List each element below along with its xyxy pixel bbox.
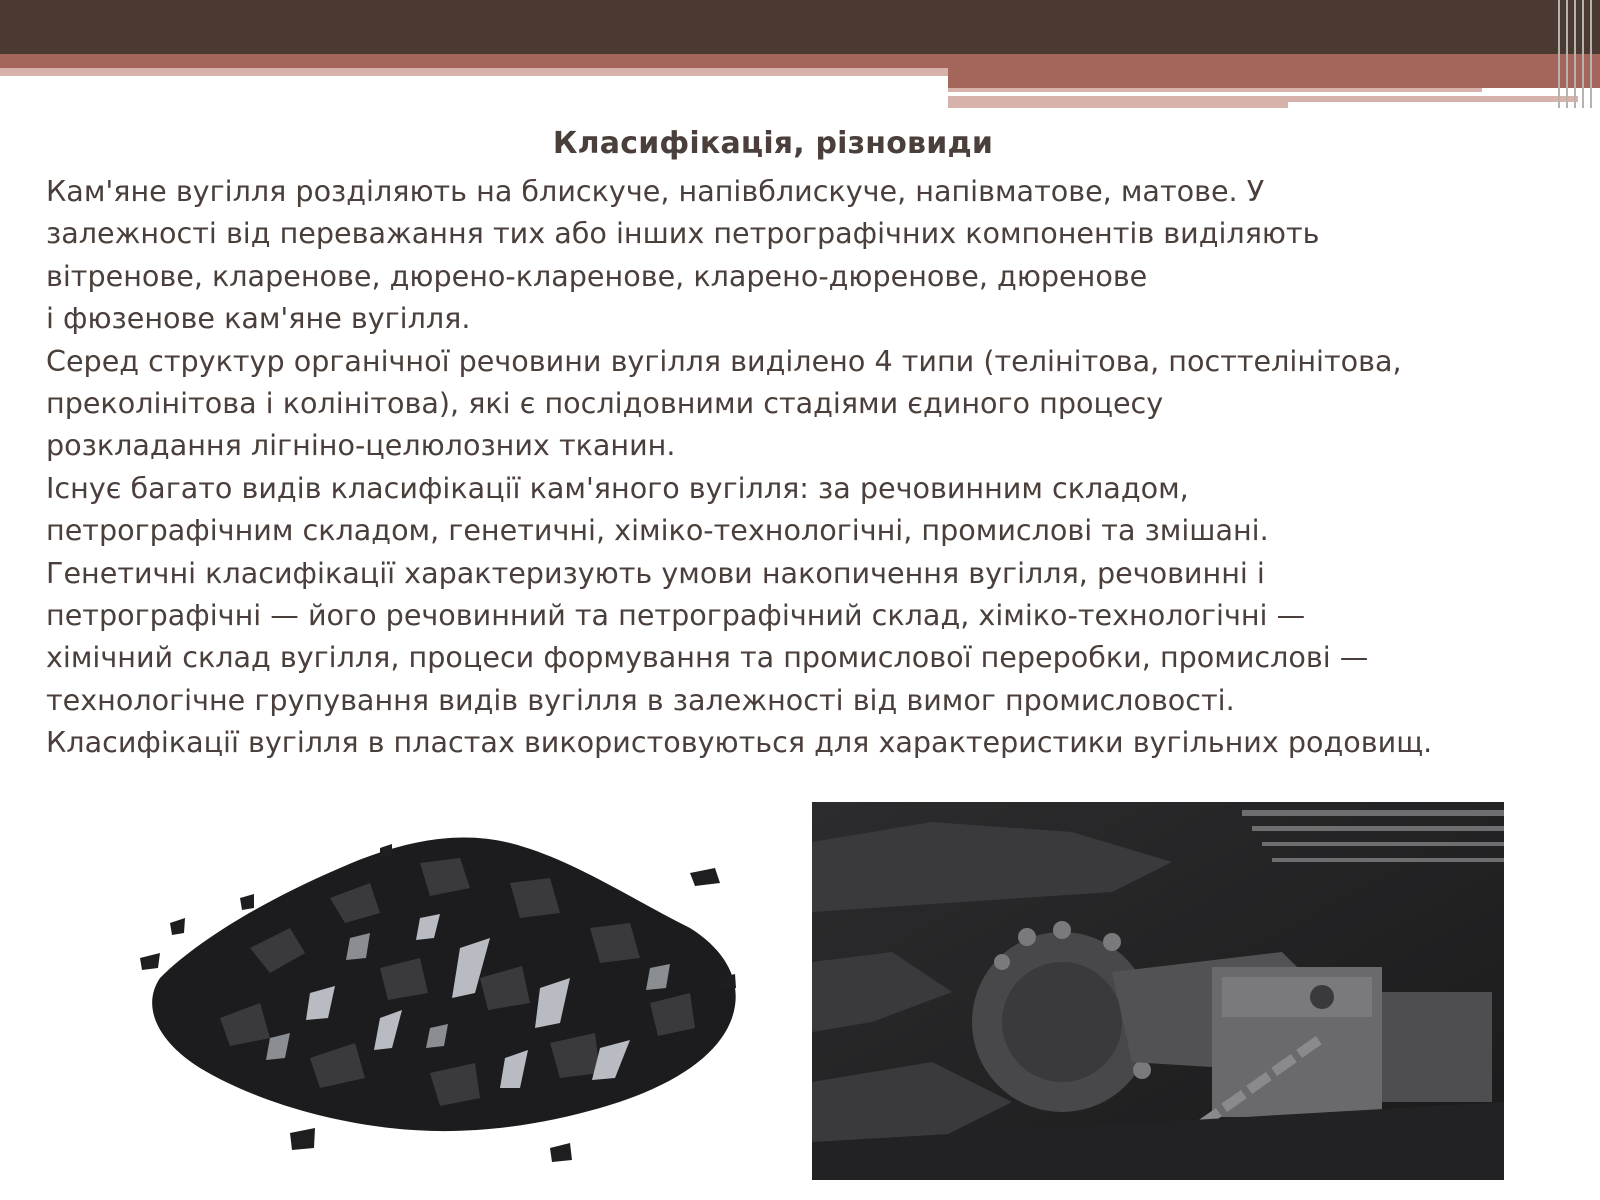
- coal-mine-shearer-image: [812, 802, 1504, 1180]
- body-line: вітренове, кларенове, дюрено-кларенове, кларено-дюренове, дюренове: [46, 258, 1148, 293]
- body-line: петрографічним складом, генетичні, хіміко-технологічні, промислові та змішані.: [46, 513, 1269, 548]
- slide-title: Класифікація, різновиди: [552, 126, 994, 161]
- body-line: петрографічні — його речовинний та петрографічний склад, хіміко-технологічні —: [46, 598, 1306, 633]
- header-band-rose-thin: [1288, 96, 1578, 102]
- body-line: розкладання лігніно-целюлозних тканин.: [46, 428, 676, 463]
- body-line: Кам'яне вугілля розділяють на блискуче, напівблискуче, напівматове, матове. У: [46, 174, 1265, 208]
- header-band-rose-step: [948, 96, 1288, 108]
- header-corner-lines: [1554, 0, 1600, 108]
- header-band-rust-right: [948, 68, 1600, 88]
- body-line: і фюзенове кам'яне вугілля.: [46, 301, 471, 336]
- body-line: Генетичні класифікації характеризують умови накопичення вугілля, речовинні і: [46, 555, 1265, 590]
- header-band-rust: [0, 54, 1600, 68]
- coal-pile-image: [130, 788, 750, 1178]
- body-line: Серед структур органічної речовини вугілля виділено 4 типи (телінітова, посттелінітова,: [46, 343, 1402, 378]
- header-band-rose-right: [948, 88, 1482, 92]
- slide-body-text: [46, 170, 1586, 764]
- body-line: хімічний склад вугілля, процеси формування та промислової переробки, промислові —: [46, 640, 1369, 675]
- body-line: технологічне групування видів вугілля в залежності від вимог промисловості.: [46, 682, 1235, 717]
- body-line: Класифікації вугілля в пластах використовуються для характеристики вугільних родовищ.: [46, 725, 1433, 760]
- body-line: преколінітова і колінітова), які є послідовними стадіями єдиного процесу: [46, 386, 1164, 421]
- body-line: Існує багато видів класифікації кам'яного вугілля: за речовинним складом,: [46, 470, 1189, 505]
- header-band-rose-left: [0, 68, 948, 76]
- body-line: залежності від переважання тих або інших петрографічних компонентів виділяють: [46, 216, 1320, 251]
- header-band-dark: [0, 0, 1600, 54]
